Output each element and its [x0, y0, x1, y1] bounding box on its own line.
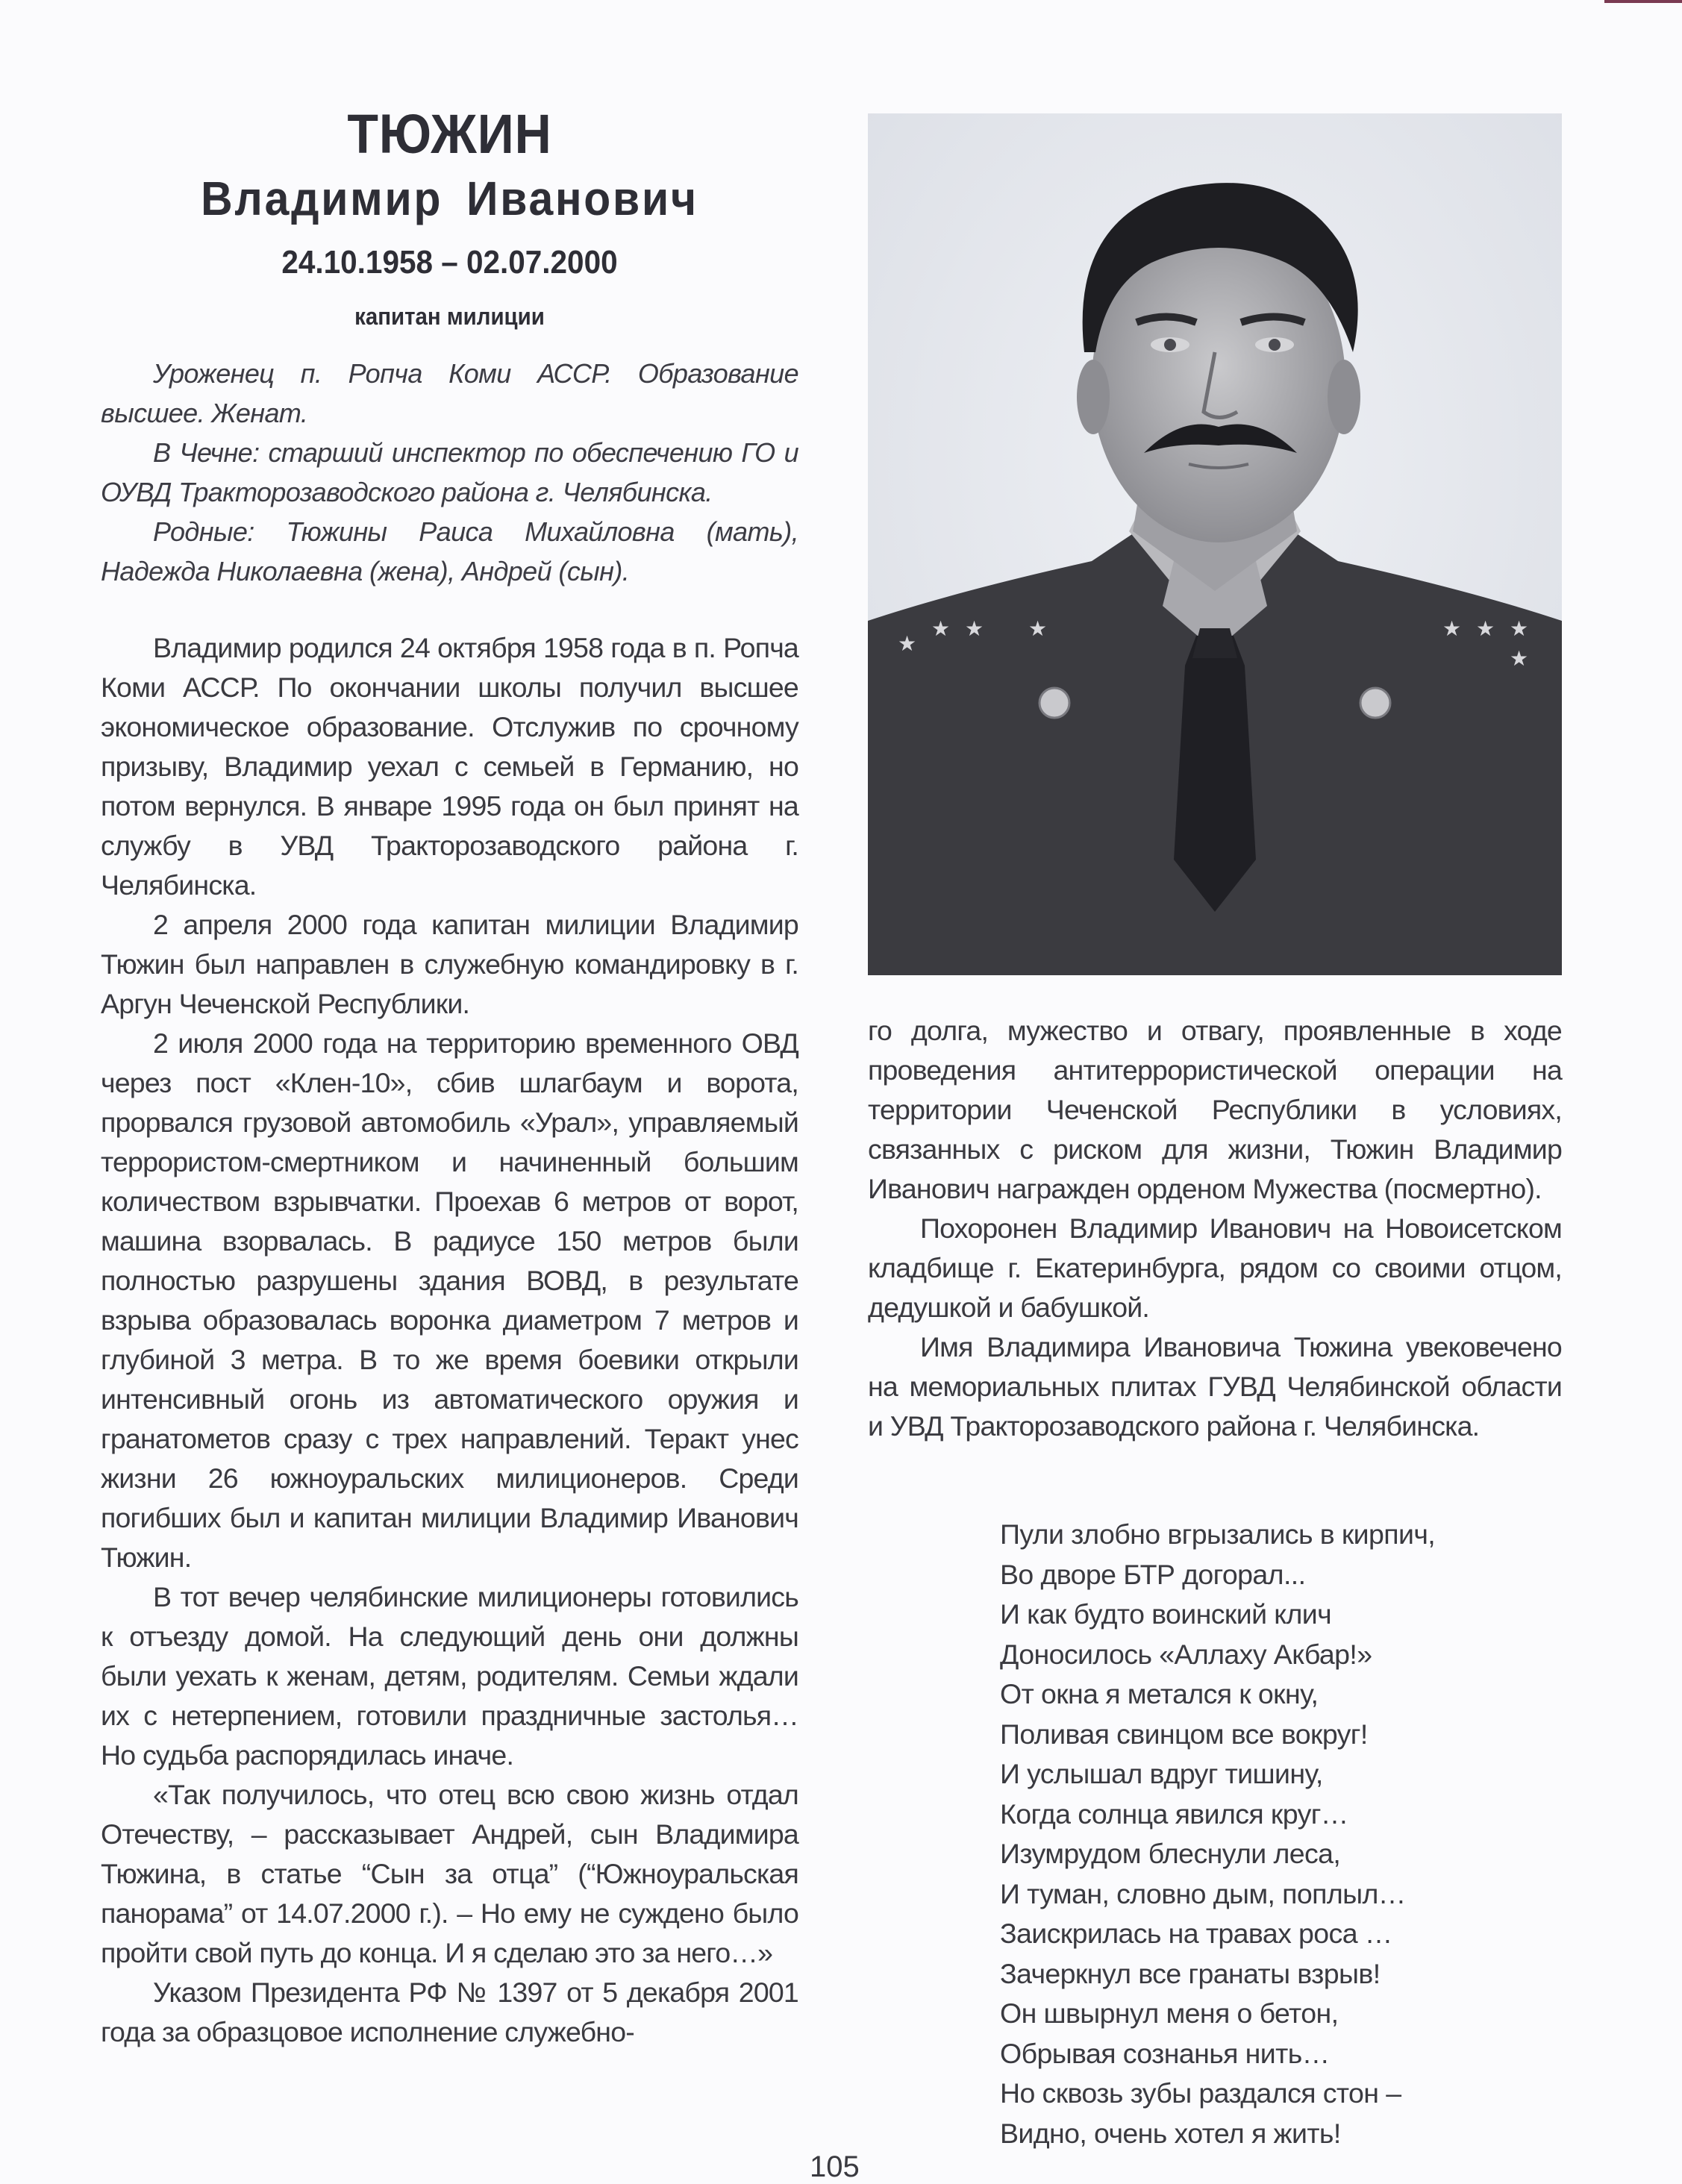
- rank-label: капитан милиции: [354, 303, 545, 330]
- poem-line: Во дворе БТР догорал...: [1000, 1558, 1306, 1590]
- poem-line: Видно, очень хотел я жить!: [1000, 2117, 1341, 2149]
- portrait-image: [868, 113, 1562, 975]
- svg-text:★: ★: [1028, 617, 1048, 640]
- given-names-heading: Владимир Иванович: [201, 172, 698, 225]
- svg-text:★: ★: [1476, 617, 1495, 640]
- left-column: [101, 97, 798, 2052]
- page-number: 105: [810, 2150, 860, 2183]
- portrait-photo: [868, 113, 1562, 975]
- body-paragraph: 2 апреля 2000 года капитан милиции Владимир Тюжин был направлен в служебную командировку в г. Аргун Чеченской Республики.: [101, 909, 798, 1019]
- svg-text:★: ★: [1442, 617, 1462, 640]
- poem-line: Доносилось «Аллаху Акбар!»: [1000, 1638, 1372, 1670]
- body-paragraph: «Так получилось, что отец всю свою жизнь отдал Отечеству, – рассказывает Андрей, сын Владимира Тюжина, в статье “Сын за отца” (“Южноуральская панорама” от 14.07.2000 г.). – Но ему не суждено было пройти свой путь до конца. И я сделаю это за него…»: [101, 1779, 798, 1968]
- page-edge-mark: [1604, 0, 1682, 3]
- article-body-left: [101, 628, 798, 2052]
- body-paragraph: 2 июля 2000 года на территорию временного ОВД через пост «Клен-10», сбив шлагбаум и ворота, прорвался грузовой автомобиль «Урал», управляемый террористом-смертником и начиненный большим количеством взрывчатки. Проехав 6 метров от ворот, машина взорвалась. В радиусе 150 метров были полностью разрушены здания ВОВД, в результате взрыва образовалась воронка диаметром 7 метров и глубиной 3 метра. В то же время боевики открыли интенсивный огонь из автоматического оружия и гранатометов сразу с трех направлений. Теракт унес жизни 26 южноуральских милиционеров. Среди погибших был и капитан милиции Владимир Иванович Тюжин.: [101, 1027, 798, 1573]
- poem: [1000, 1515, 1435, 2153]
- svg-text:★: ★: [965, 617, 984, 640]
- right-column: [868, 1011, 1562, 1446]
- intro-paragraph: Уроженец п. Ропча Коми АССР. Образование высшее. Женат.: [101, 358, 798, 428]
- poem-line: Но сквозь зубы раздался стон –: [1000, 2077, 1401, 2109]
- intro-paragraph: Родные: Тюжины Раиса Михайловна (мать), Надежда Николаевна (жена), Андрей (сын).: [101, 516, 798, 586]
- poem-line: И услышал вдруг тишину,: [1000, 1758, 1323, 1789]
- poem-line: И туман, словно дым, поплыл…: [1000, 1877, 1406, 1909]
- poem-line: И как будто воинский клич: [1000, 1598, 1332, 1630]
- intro-paragraph: В Чечне: старший инспектор по обеспечению ГО и ОУВД Тракторозаводского района г. Челябинска.: [101, 437, 798, 507]
- poem-line: Когда солнца явился круг…: [1000, 1797, 1348, 1830]
- svg-text:★: ★: [1510, 647, 1529, 670]
- surname-heading: ТЮЖИН: [347, 103, 552, 165]
- svg-text:★: ★: [931, 617, 951, 640]
- body-paragraph: Похоронен Владимир Иванович на Новоисетском кладбище г. Екатеринбурга, рядом со своими отцом, дедушкой и бабушкой.: [868, 1213, 1562, 1323]
- svg-text:★: ★: [1510, 617, 1529, 640]
- poem-line: Изумрудом блеснули леса,: [1000, 1838, 1341, 1869]
- poem-line: Обрывая сознанья нить…: [1000, 2037, 1330, 2069]
- body-paragraph: Владимир родился 24 октября 1958 года в п. Ропча Коми АССР. По окончании школы получил высшее экономическое образование. Отслужив по срочному призыву, Владимир уехал с семьей в Германию, но потом вернулся. В январе 1995 года он был принят на службу в УВД Тракторозаводского района г. Челябинска.: [101, 632, 798, 901]
- body-paragraph: Указом Президента РФ № 1397 от 5 декабря 2001 года за образцовое исполнение служебно-: [101, 1977, 798, 2047]
- poem-line: Поливая свинцом все вокруг!: [1000, 1718, 1368, 1750]
- poem-line: От окна я метался к окну,: [1000, 1678, 1319, 1709]
- poem-line: Зачеркнул все гранаты взрыв!: [1000, 1957, 1381, 1989]
- body-paragraph: Имя Владимира Ивановича Тюжина увековечено на мемориальных плитах ГУВД Челябинской области и УВД Тракторозаводского района г. Челябинска.: [868, 1331, 1562, 1442]
- body-paragraph: В тот вечер челябинские милиционеры готовились к отъезду домой. На следующий день они должны были уехать к женам, детям, родителям. Семьи ждали их с нетерпением, готовили праздничные застолья… Но судьба распорядилась иначе.: [101, 1581, 798, 1771]
- poem-line: Пули злобно вгрызались в кирпич,: [1000, 1518, 1436, 1550]
- life-dates: 24.10.1958 – 02.07.2000: [281, 244, 618, 281]
- article-body-right: [868, 1011, 1562, 1446]
- biographical-summary: [101, 354, 798, 591]
- svg-text:★: ★: [898, 632, 917, 655]
- body-paragraph: го долга, мужество и отвагу, проявленные в ходе проведения антитеррористической операции на территории Чеченской Республики в условиях, связанных с риском для жизни, Тюжин Владимир Иванович награжден орденом Мужества (посмертно).: [868, 1015, 1562, 1204]
- title-block: [101, 101, 798, 339]
- poem-line: Заискрилась на травах роса …: [1000, 1918, 1392, 1949]
- poem-line: Он швырнул меня о бетон,: [1000, 1997, 1339, 2029]
